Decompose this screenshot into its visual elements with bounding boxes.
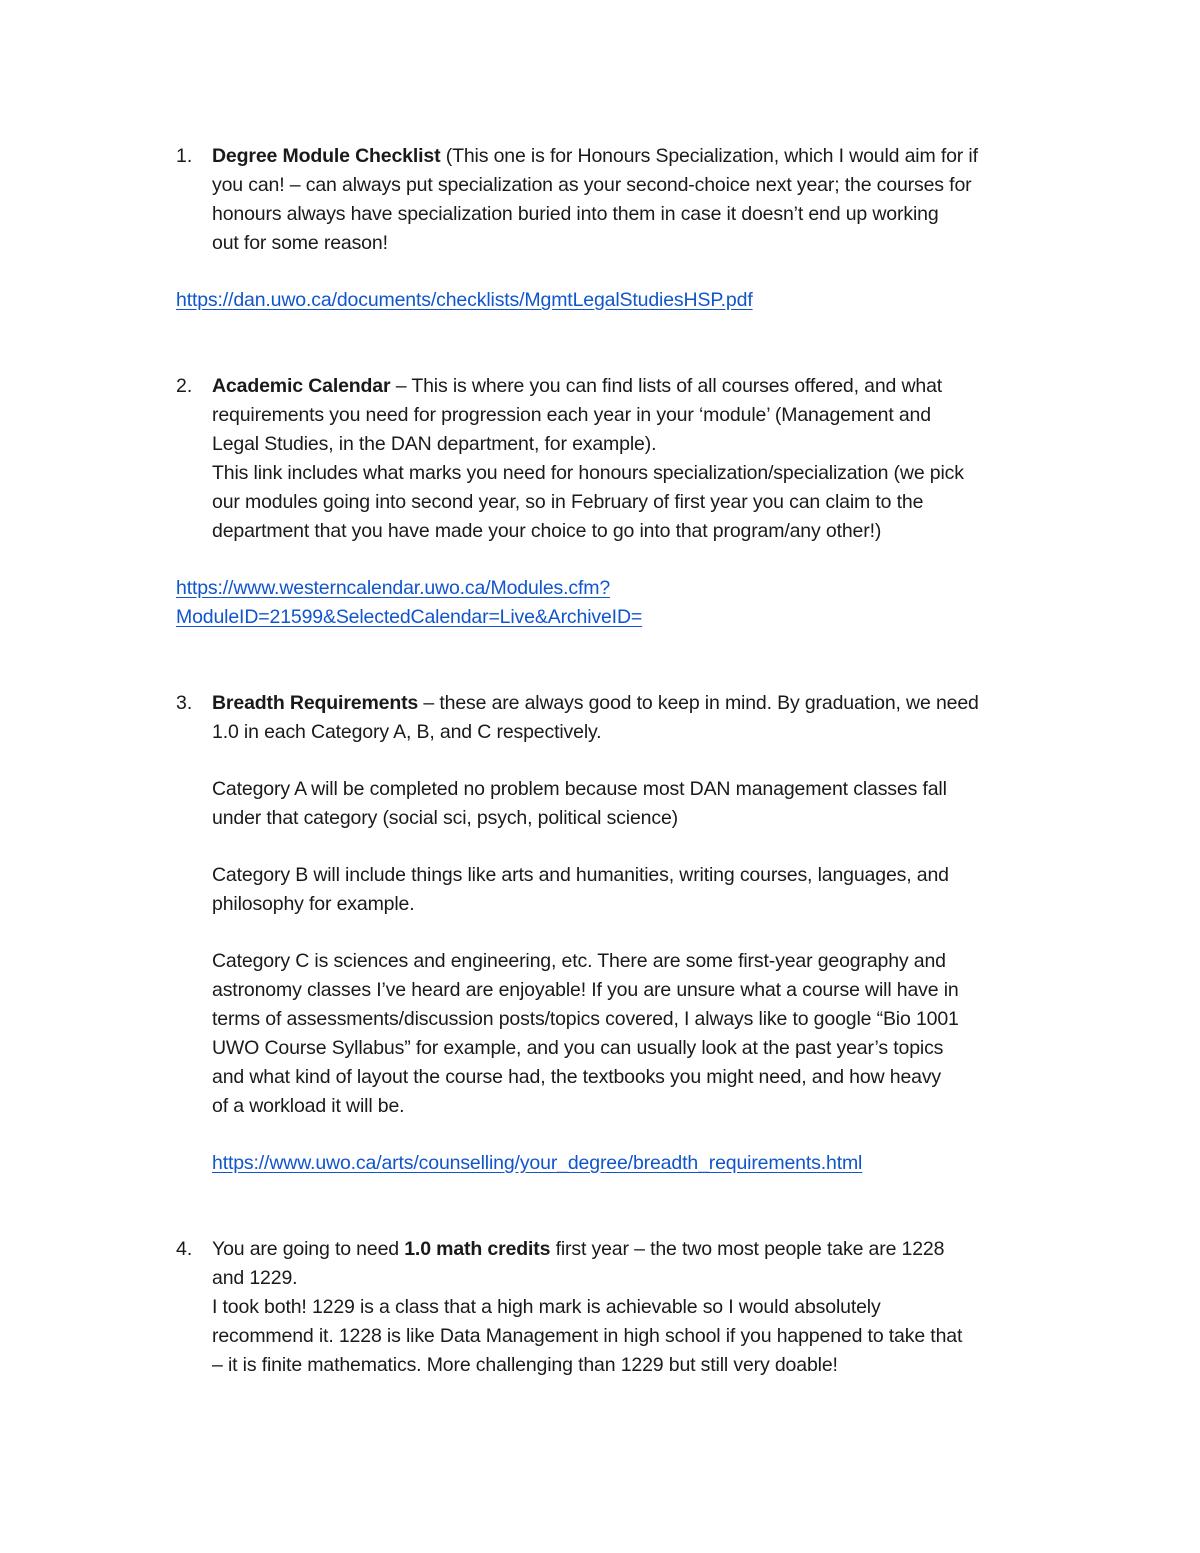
paragraph-text: under that category (social sci, psych, political science) — [212, 807, 679, 829]
item-text: – these are always good to keep in mind. By graduation, we need — [418, 692, 979, 714]
item-text: Legal Studies, in the DAN department, for example). — [212, 433, 657, 455]
list-item-line — [212, 689, 979, 718]
item-title: Degree Module Checklist — [212, 145, 441, 167]
item-text: our modules going into second year, so in February of first year you can claim to the — [212, 491, 924, 513]
paragraph-text: Category C is sciences and engineering, etc. There are some first-year geography and — [212, 950, 946, 972]
paragraph-text: of a workload it will be. — [212, 1095, 405, 1117]
paragraph-text: Category B will include things like arts and humanities, writing courses, languages, and — [212, 864, 949, 886]
item-text: first year – the two most people take are 1228 — [550, 1238, 945, 1260]
list-item-line — [212, 142, 978, 171]
item-emphasis: 1.0 math credits — [404, 1238, 551, 1260]
list-number: 3. — [176, 692, 193, 714]
item-text: out for some reason! — [212, 232, 388, 254]
item-text: recommend it. 1228 is like Data Management in high school if you happened to take that — [212, 1325, 963, 1347]
item-text: requirements you need for progression each year in your ‘module’ (Management and — [212, 404, 931, 426]
paragraph-text: UWO Course Syllabus” for example, and you can usually look at the past year’s topics — [212, 1037, 944, 1059]
paragraph-text: philosophy for example. — [212, 893, 415, 915]
item-text: You are going to need — [212, 1238, 405, 1260]
list-number: 4. — [176, 1238, 193, 1260]
calendar-link-line-1[interactable]: https://www.westerncalendar.uwo.ca/Modules.cfm? — [176, 577, 611, 599]
item-text: – it is finite mathematics. More challenging than 1229 but still very doable! — [212, 1354, 838, 1376]
paragraph-text: astronomy classes I’ve heard are enjoyable! If you are unsure what a course will have in — [212, 979, 959, 1001]
item-text: and 1229. — [212, 1267, 298, 1289]
breadth-link[interactable]: https://www.uwo.ca/arts/counselling/your_degree/breadth_requirements.html — [212, 1152, 863, 1174]
item-title: Academic Calendar — [212, 375, 391, 397]
list-number: 1. — [176, 145, 193, 167]
item-text: – This is where you can find lists of all courses offered, and what — [390, 375, 943, 397]
calendar-link-line-2[interactable]: ModuleID=21599&SelectedCalendar=Live&ArchiveID= — [176, 606, 643, 628]
list-number: 2. — [176, 375, 193, 397]
paragraph-text: terms of assessments/discussion posts/topics covered, I always like to google “Bio 1001 — [212, 1008, 959, 1030]
list-item-line — [212, 1235, 944, 1264]
item-text: department that you have made your choice to go into that program/any other!) — [212, 520, 882, 542]
item-text: This link includes what marks you need for honours specialization/specialization (we pick — [212, 462, 964, 484]
item-text: you can! – can always put specialization as your second-choice next year; the courses for — [212, 174, 972, 196]
item-text: I took both! 1229 is a class that a high mark is achievable so I would absolutely — [212, 1296, 881, 1318]
checklist-link[interactable]: https://dan.uwo.ca/documents/checklists/MgmtLegalStudiesHSP.pdf — [176, 289, 753, 311]
paragraph-text: and what kind of layout the course had, the textbooks you might need, and how heavy — [212, 1066, 942, 1088]
list-item-line — [212, 372, 942, 401]
item-title: Breadth Requirements — [212, 692, 419, 714]
item-text: (This one is for Honours Specialization, which I would aim for if — [440, 145, 978, 167]
paragraph-text: Category A will be completed no problem because most DAN management classes fall — [212, 778, 947, 800]
item-text: honours always have specialization buried into them in case it doesn’t end up working — [212, 203, 939, 225]
item-text: 1.0 in each Category A, B, and C respectively. — [212, 721, 602, 743]
